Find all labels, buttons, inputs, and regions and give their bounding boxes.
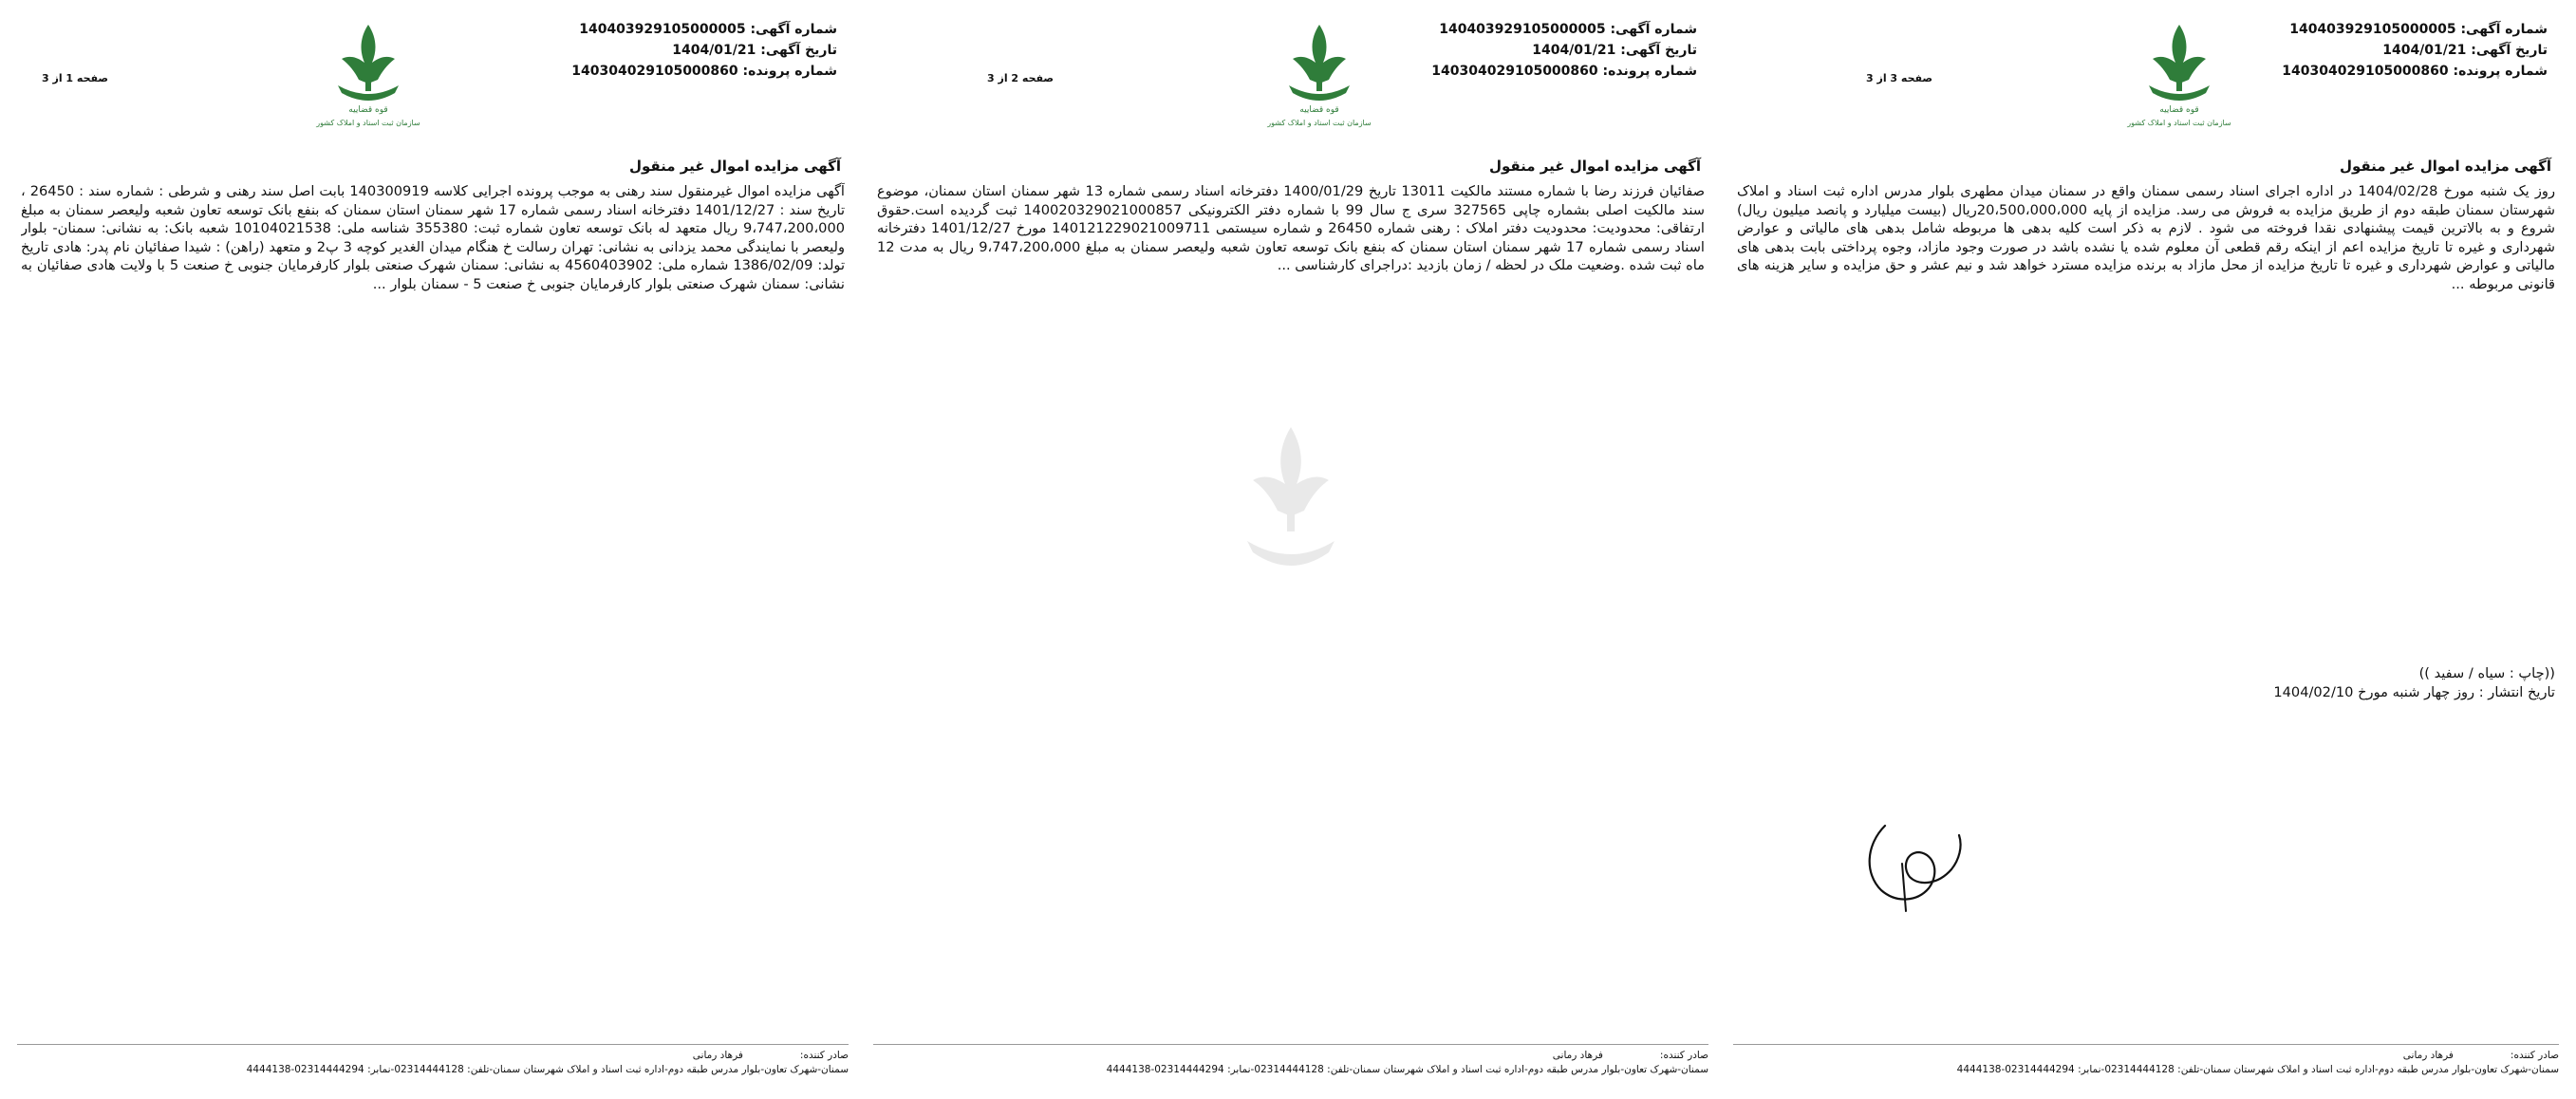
judiciary-emblem-icon [311,17,425,131]
ad-page-2 [864,0,1718,1099]
issuer-label: صادر کننده: [2510,1050,2559,1061]
issuer-name: فرهاد رمانی [2402,1050,2454,1061]
ad-date: 1404/01/21 [2382,43,2467,58]
publish-date: تاریخ انتشار : روز چهار شنبه مورخ 1404/02/10 [2273,683,2555,700]
issuer-label: صادر کننده: [799,1050,849,1061]
issuer-label: صادر کننده: [1659,1050,1708,1061]
issuer-name: فرهاد رمانی [1552,1050,1603,1061]
svg-text:قوه قضاییه: قوه قضاییه [2159,105,2199,115]
ad-page-1 [8,0,858,1099]
office-address: سمنان-شهرک تعاون-بلوار مدرس طبقه دوم-اداره ثبت اسناد و املاک شهرستان سمنان-تلفن: 02314444128-نمابر: 02314444294-4444138 [1106,1064,1708,1075]
svg-text:سازمان ثبت اسناد و املاک کشور: سازمان ثبت اسناد و املاک کشور [1267,119,1372,127]
ad-number: 140403929105000005 [1439,22,1606,37]
page-number: صفحه 2 از 3 [987,72,1055,84]
svg-text:سازمان ثبت اسناد و املاک کشور: سازمان ثبت اسناد و املاک کشور [2127,119,2231,127]
page-header [864,0,1718,161]
svg-text:سازمان ثبت اسناد و املاک کشور: سازمان ثبت اسناد و املاک کشور [316,119,420,127]
ad-title: آگهی مزایده اموال غیر منقول [628,158,841,175]
ad-number: 140403929105000005 [2289,22,2456,37]
ad-number: 140403929105000005 [579,22,746,37]
page-footer [1733,1044,2559,1077]
case-number: 140304029105000860 [571,64,738,79]
page-number: صفحه 1 از 3 [42,72,109,84]
ad-title: آگهی مزایده اموال غیر منقول [2339,158,2551,175]
ad-page-3 [1724,0,2568,1099]
ad-title: آگهی مزایده اموال غیر منقول [1488,158,1701,175]
page-footer [17,1044,849,1077]
office-address: سمنان-شهرک تعاون-بلوار مدرس طبقه دوم-اداره ثبت اسناد و املاک شهرستان سمنان-تلفن: 02314444128-نمابر: 02314444294-4444138 [246,1064,849,1075]
ad-meta: شماره آگهی: 140403929105000005 تاریخ آگهی: 1404/01/21 شماره پرونده: 140304029105000860 [1431,22,1697,79]
ad-date: 1404/01/21 [1532,43,1616,58]
judiciary-emblem-icon [1262,17,1376,131]
ad-meta: شماره آگهی: 140403929105000005 تاریخ آگهی: 1404/01/21 شماره پرونده: 140304029105000860 [571,22,837,79]
case-number: 140304029105000860 [1431,64,1598,79]
ad-meta: شماره آگهی: 140403929105000005 تاریخ آگهی: 1404/01/21 شماره پرونده: 140304029105000860 [2282,22,2548,79]
print-note: ((چاپ : سیاه / سفید )) [2418,665,2555,681]
page-header [1724,0,2568,161]
ad-closing [2273,664,2555,701]
signature [1847,797,1980,934]
svg-text:قوه قضاییه: قوه قضاییه [348,105,388,115]
judiciary-emblem-icon [2122,17,2236,131]
ad-body-text: روز یک شنبه مورخ 1404/02/28 در اداره اجرای اسناد رسمی سمنان واقع در سمنان میدان مطهری بلوار مدرس اداره ثبت اسناد و املاک شهرستان سمنان طبقه دوم از طریق مزایده به فروش می رسد. مزایده از پایه 20،500،000،000ریال (بیست میلیارد و پانصد میلیون ریال) شروع و به بالاترین قیمت پیشنهادی نقدا فروخته می شود . لازم به ذکر است کلیه بدهی ها مربوطه شامل بدهی های مالیاتی و عوارض شهرداری و غیره تا تاریخ مزایده اعم از اینکه رقم قطعی آن معلوم شده یا نشده باشد در صورت وجود مازاد، وجوه پرداختی بابت بدهی های مالیاتی و عوارض شهرداری و غیره تا تاریخ مزایده از محل مازاد به برنده مزایده مسترد خواهد شد و نیم عشر و حق مزایده و سایر هزینه های قانونی مربوطه ... [1737,183,2555,292]
ad-date: 1404/01/21 [672,43,756,58]
page-header [8,0,858,161]
page-footer [873,1044,1708,1077]
ad-body-text: آگهی مزایده اموال غیرمنقول سند رهنی به موجب پرونده اجرایی کلاسه 140300919 بابت اصل سند رهنی و شرطی : شماره سند : 26450 ، تاریخ سند : 1401/12/27 دفترخانه اسناد رسمی شماره 17 شهر سمنان استان سمنان که بنفع بانک توسعه تعاون شعبه ولیعصر سمنان به مبلغ 9،747،200،000 ریال متعهد له بانک توسعه تعاون شماره ثبت: 355380 شناسه ملی: 10104021538 شعبه بانک: به نشانی: سمنان- بلوار ولیعصر با نمایندگی محمد یزدانی به نشانی: تهران رسالت خ هنگام میدان الغدیر کوچه 3 پ2 و متعهد (راهن) : شیدا صفائیان نام پدر: هادی تاریخ تولد: 1386/02/09 شماره ملی: 4560403902 به نشانی: سمنان شهرک صنعتی بلوار کارفرمایان جنوبی خ صنعت 5 با ولایت هادی صفائیان به نشانی: سمنان شهرک صنعتی بلوار کارفرمایان جنوبی خ صنعت 5 - سمنان بلوار ... [21,183,845,292]
case-number: 140304029105000860 [2282,64,2449,79]
svg-text:قوه قضاییه: قوه قضاییه [1299,105,1339,115]
office-address: سمنان-شهرک تعاون-بلوار مدرس طبقه دوم-اداره ثبت اسناد و املاک شهرستان سمنان-تلفن: 02314444128-نمابر: 02314444294-4444138 [1956,1064,2559,1075]
issuer-name: فرهاد رمانی [692,1050,743,1061]
page-number: صفحه 3 از 3 [1866,72,1933,84]
ad-body-text: صفائیان فرزند رضا با شماره مستند مالکیت 13011 تاریخ 1400/01/29 دفترخانه اسناد رسمی شماره 13 شهر سمنان استان سمنان، موضوع سند مالکیت اصلی بشماره چاپی 327565 سری ج سال 99 با شماره دفتر الکترونیکی 140020329021000857 ثبت گردیده است.حقوق ارتفاقی: محدودیت: محدودیت دفتر املاک : رهنی شماره 26450 و شماره سیستمی 140121229021009711 مورخ 1401/12/27 دفترخانه اسناد رسمی شماره 17 شهر سمنان استان سمنان که بنفع بانک توسعه تعاون شعبه ولیعصر سمنان به مبلغ 9،747،200،000 ریال به مدت 12 ماه ثبت شده .وضعیت ملک در لحظه / زمان بازدید :دراجرای کارشناسی ... [877,183,1705,274]
